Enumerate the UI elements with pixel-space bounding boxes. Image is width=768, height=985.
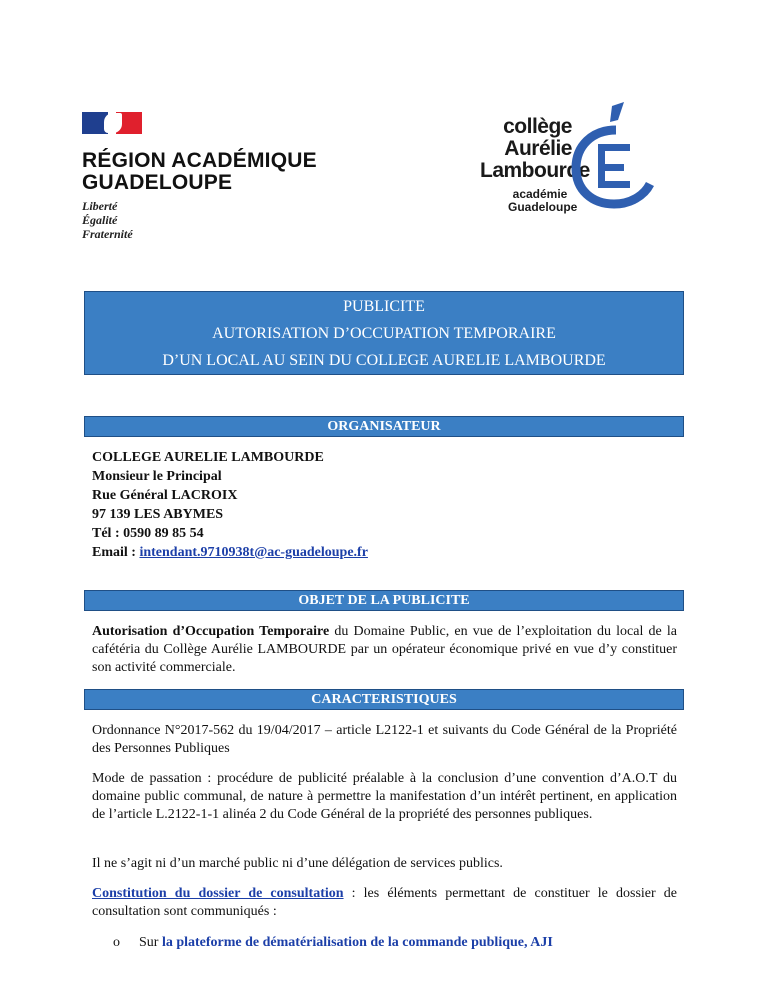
bullet-circle-icon: o bbox=[113, 935, 120, 950]
caracteristiques-paragraph-4 bbox=[92, 885, 677, 921]
caracteristiques-paragraph-2: Mode de passation : procédure de publicité préalable à la conclusion d’une convention d’A.O.T du domaine public communal, de nature à permettre la manifestation d’un intérêt pertinent, en application de l’article L.2122-1-1 alinéa 2 du Code Général de la propriété des personnes publiques. bbox=[92, 771, 677, 822]
email-label: Email : bbox=[92, 545, 140, 560]
republic-motto bbox=[82, 199, 342, 241]
objet-text: du Domaine Public, en vue de l’exploitation du local de la cafétéria du Collège Aurélie LAMBOURDE par un opérateur économique privé en vue d’y constituer son activité commerciale. bbox=[92, 624, 677, 675]
college-logo-academie bbox=[508, 187, 578, 214]
college-logo-line-1: collège bbox=[503, 115, 572, 138]
objet-bold-text: Autorisation d’Occupation Temporaire bbox=[92, 624, 330, 639]
caracteristiques-paragraph-1: Ordonnance N°2017-562 du 19/04/2017 – article L2122-1 et suivants du Code Général de la Propriété des Personnes Publiques bbox=[92, 723, 677, 756]
dossier-consultation-link[interactable]: Constitution du dossier de consultation bbox=[92, 886, 344, 901]
college-logo-sub-1: académie bbox=[512, 187, 568, 201]
organisateur-block bbox=[92, 448, 368, 562]
title-box bbox=[84, 291, 684, 375]
title-line-2: AUTORISATION D’OCCUPATION TEMPORAIRE bbox=[212, 325, 556, 342]
dossier-consultation-text: : les éléments permettant de constituer le dossier de consultation sont communiqués : bbox=[92, 886, 677, 919]
college-logo-name bbox=[480, 115, 590, 182]
motto-egalite: Égalité bbox=[82, 213, 118, 227]
organisateur-street: Rue Général LACROIX bbox=[92, 488, 238, 503]
title-line-3: D’UN LOCAL AU SEIN DU COLLEGE AURELIE LAMBOURDE bbox=[162, 352, 606, 369]
objet-paragraph bbox=[92, 623, 677, 677]
region-line-2: GUADELOUPE bbox=[82, 171, 233, 194]
organisateur-contact: Monsieur le Principal bbox=[92, 469, 222, 484]
marianne-flag-icon bbox=[82, 112, 142, 134]
organisateur-city: 97 139 LES ABYMES bbox=[92, 507, 224, 522]
college-logo bbox=[480, 100, 660, 230]
organisateur-name: COLLEGE AURELIE LAMBOURDE bbox=[92, 450, 324, 465]
college-logo-line-2: Aurélie bbox=[504, 137, 572, 160]
region-name bbox=[82, 150, 342, 194]
aji-platform-link[interactable]: la plateforme de dématérialisation de la commande publique, AJI bbox=[161, 935, 553, 950]
section-header-organisateur: ORGANISATEUR bbox=[84, 416, 684, 437]
bullet-prefix: Sur bbox=[139, 935, 162, 950]
college-logo-line-3: Lambourde bbox=[480, 159, 590, 182]
college-logo-sub-2: Guadeloupe bbox=[508, 200, 578, 214]
section-header-caracteristiques: CARACTERISTIQUES bbox=[84, 689, 684, 710]
section-header-objet: OBJET DE LA PUBLICITE bbox=[84, 590, 684, 611]
title-line-1: PUBLICITE bbox=[343, 298, 425, 315]
email-link[interactable]: intendant.9710938t@ac-guadeloupe.fr bbox=[139, 545, 368, 560]
organisateur-email-line bbox=[92, 543, 368, 562]
motto-fraternite: Fraternité bbox=[82, 227, 133, 241]
caracteristiques-paragraph-3: Il ne s’agit ni d’un marché public ni d’une délégation de services publics. bbox=[92, 856, 503, 871]
organisateur-tel: Tél : 0590 89 85 54 bbox=[92, 526, 204, 541]
region-line-1: RÉGION ACADÉMIQUE bbox=[82, 149, 317, 172]
academie-e-logo-icon bbox=[568, 100, 654, 210]
list-item bbox=[113, 934, 553, 952]
motto-liberte: Liberté bbox=[82, 199, 118, 213]
region-academique-logo bbox=[82, 112, 342, 241]
